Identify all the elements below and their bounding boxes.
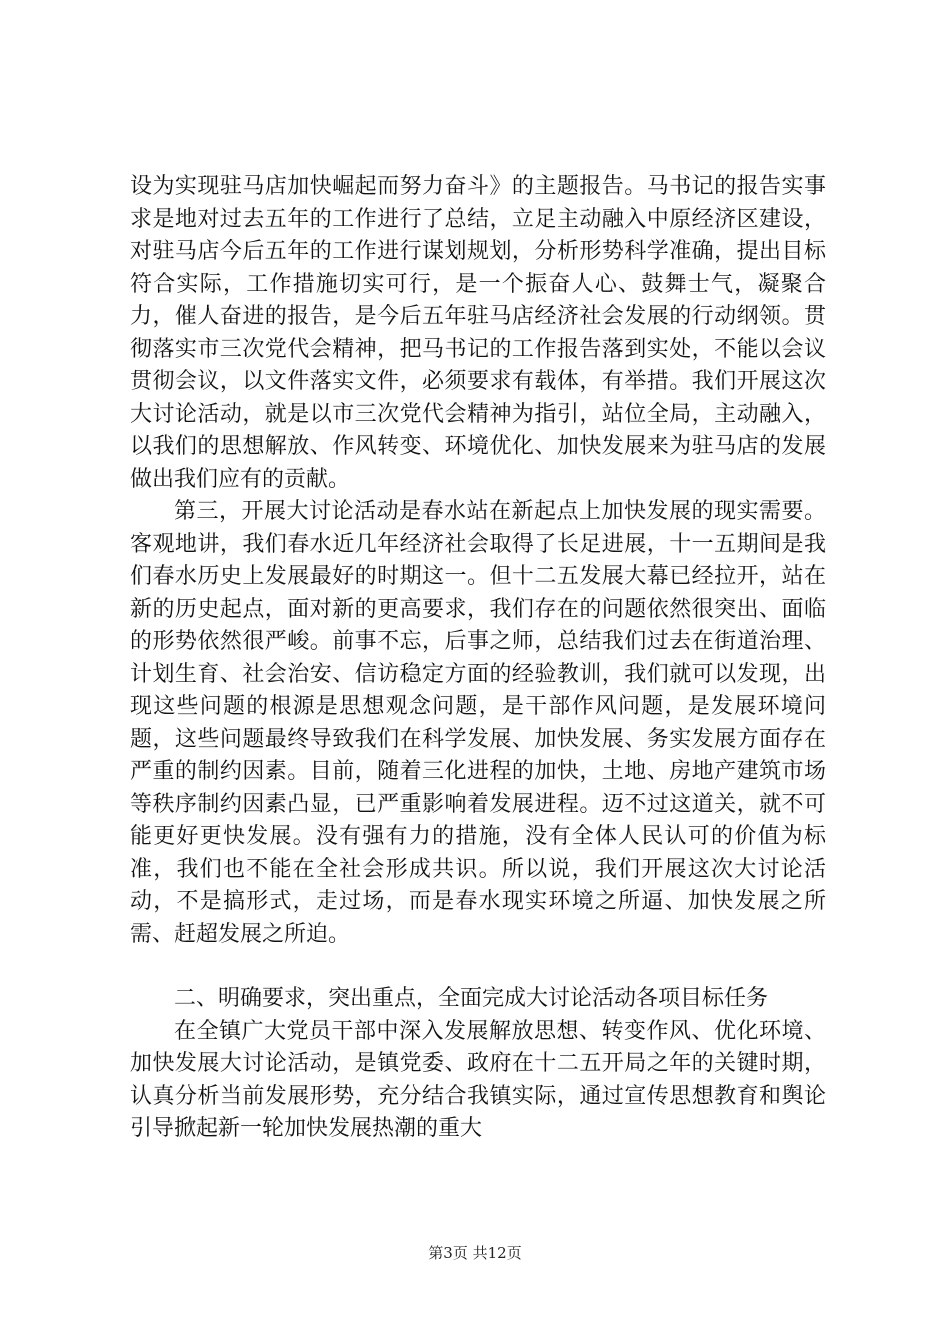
paragraph-section-intro: 在全镇广大党员干部中深入发展解放思想、转变作风、优化环境、加快发展大讨论活动，是镇党委、政府在十二五开局之年的关键时期，认真分析当前发展形势，充分结合我镇实际，通过宣传思想教育和舆论引导掀起新一轮加快发展热潮的重大 xyxy=(130,1018,826,1141)
paragraph-continuation: 设为实现驻马店加快崛起而努力奋斗》的主题报告。马书记的报告实事求是地对过去五年的工作进行了总结，立足主动融入中原经济区建设，对驻马店今后五年的工作进行谋划规划，分析形势科学准确，提出目标符合实际，工作措施切实可行，是一个振奋人心、鼓舞士气，凝聚合力，催人奋进的报告，是今后五年驻马店经济社会发展的行动纲领。贯彻落实市三次党代会精神，把马书记的工作报告落到实处，不能以会议贯彻会议，以文件落实文件，必须要求有载体，有举措。我们开展这次大讨论活动，就是以市三次党代会精神为指引，站位全局，主动融入，以我们的思想解放、作风转变、环境优化、加快发展来为驻马店的发展做出我们应有的贡献。 xyxy=(130,174,826,492)
document-body xyxy=(130,171,826,1146)
section-heading: 二、明确要求，突出重点，全面完成大讨论活动各项目标任务 xyxy=(174,986,769,1011)
paragraph-third-point: 第三，开展大讨论活动是春水站在新起点上加快发展的现实需要。客观地讲，我们春水近几年经济社会取得了长足进展，十一五期间是我们春水历史上发展最好的时期这一。但十二五发展大幕已经拉开，站在新的历史起点，面对新的更高要求，我们存在的问题依然很突出、面临的形势依然很严峻。前事不忘，后事之师，总结我们过去在街道治理、计划生育、社会治安、信访稳定方面的经验教训，我们就可以发现，出现这些问题的根源是思想观念问题，是干部作风问题，是发展环境问题，这些问题最终导致我们在科学发展、加快发展、务实发展方面存在严重的制约因素。目前，随着三化进程的加快，土地、房地产建筑市场等秩序制约因素凸显，已严重影响着发展进程。迈不过这道关，就不可能更好更快发展。没有强有力的措施，没有全体人民认可的价值为标准，我们也不能在全社会形成共识。所以说，我们开展这次大讨论活动，不是搞形式，走过场，而是春水现实环境之所逼、加快发展之所需、赶超发展之所迫。 xyxy=(130,499,826,947)
page-footer: 第3页 共12页 xyxy=(428,1244,522,1262)
